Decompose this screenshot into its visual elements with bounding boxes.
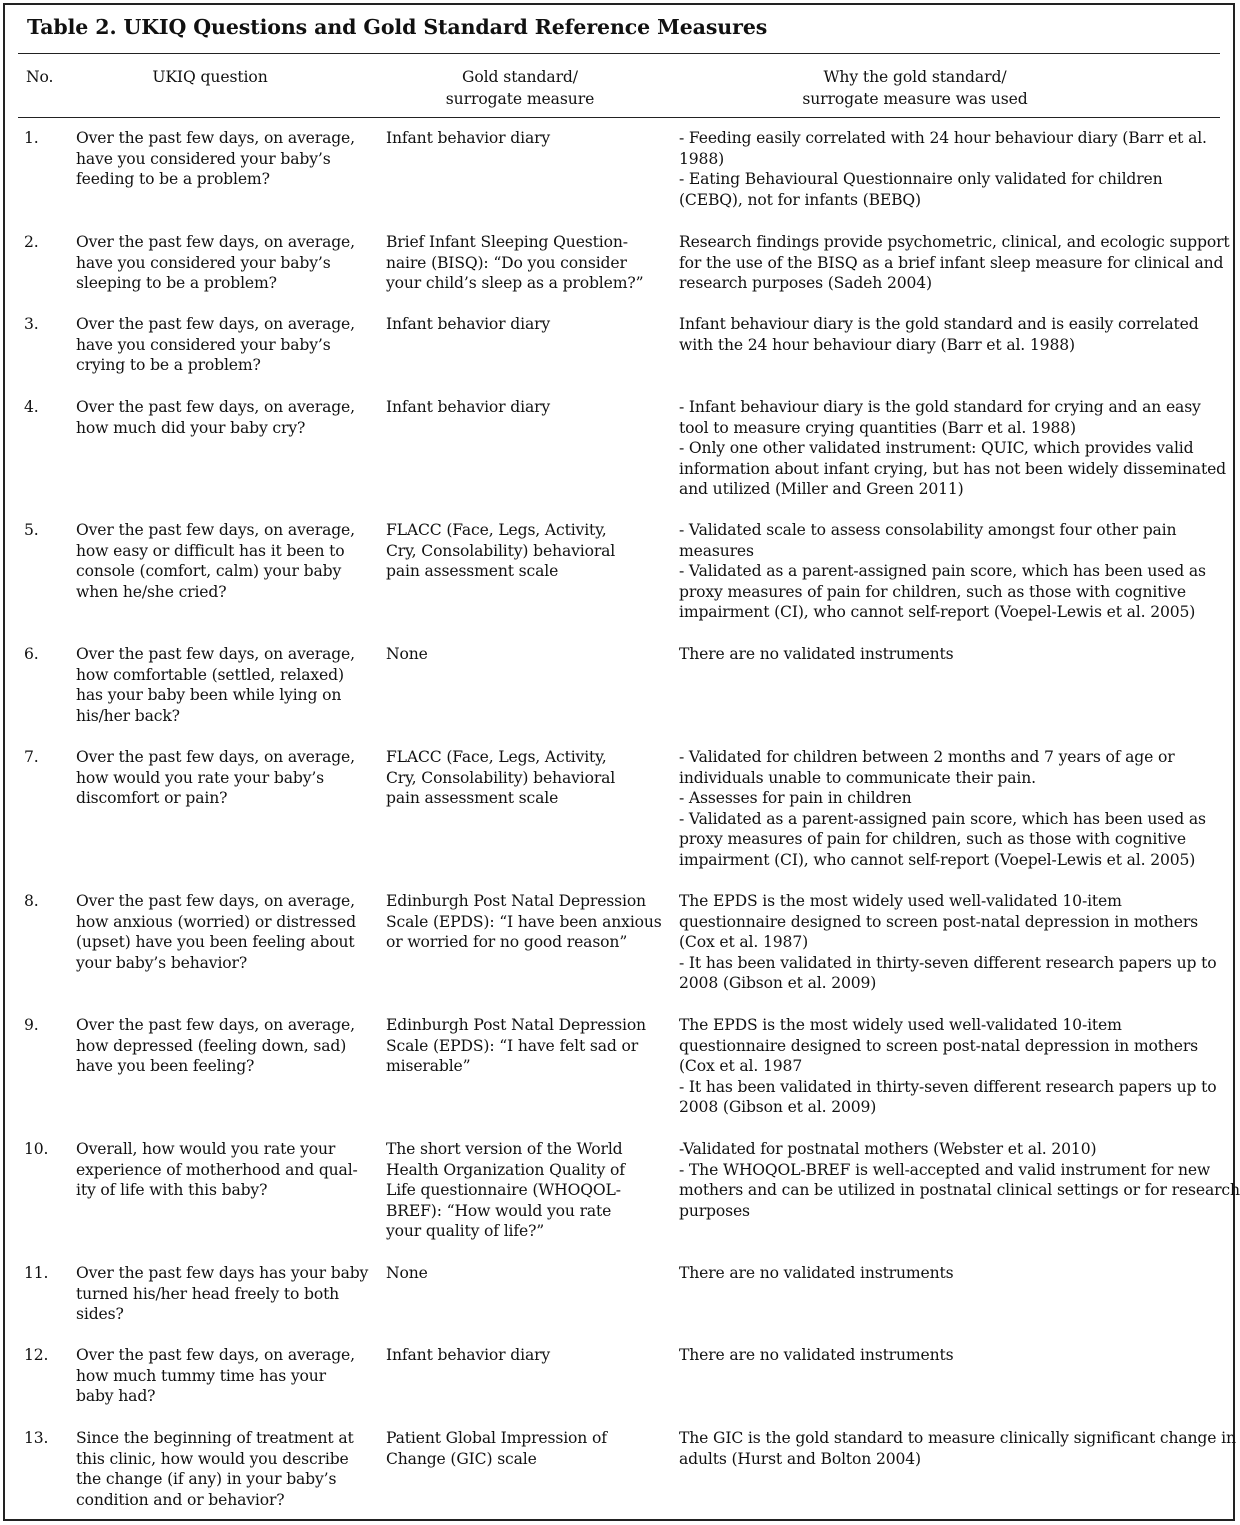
row-number (24, 520, 64, 541)
rationale-line: The EPDS is the most widely used well-validated 10-item (679, 1016, 1122, 1034)
ukiq-question-line: Overall, how would you rate your (76, 1140, 336, 1158)
row-number-line: 12. (24, 1346, 49, 1364)
ukiq-question-line: Over the past few days, on average, (76, 521, 355, 539)
rationale-line: - Validated as a parent-assigned pain score, which has been used as (679, 809, 1206, 828)
rationale-line: purposes (679, 1201, 750, 1220)
rationale-line: (CEBQ), not for infants (BEBQ) (679, 190, 921, 209)
ukiq-question-line: ity of life with this baby? (76, 1181, 268, 1200)
rationale (679, 128, 1227, 210)
rationale-line: There are no validated instruments (679, 1264, 954, 1282)
rationale-line: The EPDS is the most widely used well-validated 10-item (679, 892, 1122, 910)
ukiq-question-line: have you been feeling? (76, 1057, 255, 1076)
gold-standard-measure (386, 1428, 666, 1469)
ukiq-question-line: how comfortable (settled, relaxed) (76, 665, 344, 684)
rationale-line: - Validated scale to assess consolability amongst four other pain (679, 521, 1177, 539)
header-question (60, 66, 360, 88)
header-why-line1: Why the gold standard/ (823, 68, 1007, 86)
row-number-line: 4. (24, 398, 39, 416)
rationale-line: - Validated as a parent-assigned pain score, which has been used as (679, 562, 1206, 581)
rationale-line: questionnaire designed to screen post-natal depression in mothers (679, 1036, 1198, 1055)
row-number (24, 644, 64, 665)
ukiq-question (76, 1428, 366, 1510)
rationale (679, 520, 1227, 623)
ukiq-question-line: your baby’s behavior? (76, 953, 248, 972)
rationale-line: impairment (CI), who cannot self-report (Voepel-Lewis et al. 2005) (679, 603, 1196, 622)
gold-standard-measure-line: Edinburgh Post Natal Depression (386, 1016, 646, 1034)
row-number-line: 1. (24, 129, 39, 147)
gold-standard-measure-line: Life questionnaire (WHOQOL- (386, 1181, 621, 1200)
gold-standard-measure (386, 232, 666, 294)
rationale-line: Research findings provide psychometric, clinical, and ecologic support (679, 233, 1230, 251)
row-number (24, 128, 64, 149)
rationale-line: with the 24 hour behaviour diary (Barr et al. 1988) (679, 335, 1075, 354)
gold-standard-measure (386, 1139, 666, 1242)
ukiq-question-line: Over the past few days, on average, (76, 1346, 355, 1364)
ukiq-question (76, 520, 366, 602)
gold-standard-measure-line: or worried for no good reason” (386, 933, 628, 952)
ukiq-question-line: sleeping to be a problem? (76, 274, 277, 293)
gold-standard-measure-line: pain assessment scale (386, 789, 559, 808)
gold-standard-measure-line: your child’s sleep as a problem?” (386, 274, 644, 293)
row-number (24, 747, 64, 768)
rationale-line: - Assesses for pain in children (679, 789, 912, 808)
ukiq-question-line: crying to be a problem? (76, 356, 261, 375)
rationale-line: individuals unable to communicate their pain. (679, 768, 1036, 787)
header-why (680, 66, 1150, 110)
gold-standard-measure-line: Change (GIC) scale (386, 1449, 537, 1468)
ukiq-question-line: baby had? (76, 1387, 156, 1406)
ukiq-question (76, 891, 366, 973)
rationale-line: There are no validated instruments (679, 1346, 954, 1364)
gold-standard-measure (386, 747, 666, 809)
gold-standard-measure-line: Cry, Consolability) behavioral (386, 541, 616, 560)
ukiq-question-line: how easy or difficult has it been to (76, 541, 345, 560)
rationale-line: The GIC is the gold standard to measure clinically significant change in (679, 1429, 1236, 1447)
row-number-line: 13. (24, 1429, 49, 1447)
gold-standard-measure (386, 1345, 666, 1366)
rationale (679, 747, 1227, 871)
ukiq-question-line: the change (if any) in your baby’s (76, 1470, 337, 1489)
rationale-line: - The WHOQOL-BREF is well-accepted and valid instrument for new (679, 1160, 1211, 1179)
header-no-label: No. (26, 68, 54, 86)
ukiq-question-line: Over the past few days, on average, (76, 645, 355, 663)
rationale-line: adults (Hurst and Bolton 2004) (679, 1449, 921, 1468)
rationale-line: 2008 (Gibson et al. 2009) (679, 1098, 877, 1117)
gold-standard-measure-line: Infant behavior diary (386, 398, 551, 416)
header-no (26, 66, 53, 88)
ukiq-question-line: his/her back? (76, 706, 180, 725)
row-number-line: 11. (24, 1264, 49, 1282)
gold-standard-measure-line: naire (BISQ): “Do you consider (386, 253, 627, 272)
row-number (24, 314, 64, 335)
rationale-line: measures (679, 541, 754, 560)
gold-standard-measure (386, 520, 666, 582)
rationale-line: and utilized (Miller and Green 2011) (679, 480, 964, 499)
ukiq-question-line: Over the past few days, on average, (76, 233, 355, 251)
rationale-line: information about infant crying, but has not been widely disseminated (679, 459, 1226, 478)
gold-standard-measure-line: Scale (EPDS): “I have been anxious (386, 912, 662, 931)
ukiq-question (76, 1263, 369, 1325)
gold-standard-measure (386, 314, 666, 335)
gold-standard-measure-line: miserable” (386, 1057, 471, 1076)
ukiq-question-line: console (comfort, calm) your baby (76, 562, 342, 581)
ukiq-question-line: Since the beginning of treatment at (76, 1429, 354, 1447)
ukiq-question (76, 1345, 366, 1407)
gold-standard-measure-line: None (386, 1264, 428, 1282)
rationale-line: 2008 (Gibson et al. 2009) (679, 974, 877, 993)
ukiq-question (76, 1015, 366, 1077)
ukiq-question-line: Over the past few days, on average, (76, 748, 355, 766)
ukiq-question-line: Over the past few days, on average, (76, 1016, 355, 1034)
ukiq-question-line: Over the past few days, on average, (76, 315, 355, 333)
rationale (679, 891, 1227, 994)
rationale (679, 314, 1227, 355)
ukiq-question-line: feeding to be a problem? (76, 170, 270, 189)
ukiq-question-line: Over the past few days, on average, (76, 892, 355, 910)
rationale (679, 1345, 1227, 1366)
gold-standard-measure-line: None (386, 645, 428, 663)
rationale-line: proxy measures of pain for children, such as those with cognitive (679, 830, 1186, 849)
ukiq-question (76, 644, 366, 726)
row-number (24, 397, 64, 418)
ukiq-question-line: have you considered your baby’s (76, 335, 331, 354)
ukiq-question-line: discomfort or pain? (76, 789, 228, 808)
row-number-line: 8. (24, 892, 39, 910)
row-number-line: 2. (24, 233, 39, 251)
rationale-line: - Only one other validated instrument: QUIC, which provides valid (679, 439, 1194, 458)
rationale-line: tool to measure crying quantities (Barr et al. 1988) (679, 418, 1076, 437)
rationale-line: - Feeding easily correlated with 24 hour behaviour diary (Barr et al. (679, 129, 1207, 147)
header-why-line2: surrogate measure was used (802, 90, 1028, 108)
ukiq-question (76, 397, 366, 438)
gold-standard-measure-line: BREF): “How would you rate (386, 1201, 612, 1220)
gold-standard-measure-line: The short version of the World (386, 1140, 623, 1158)
row-number (24, 1139, 64, 1160)
title-divider (18, 53, 1220, 54)
rationale-line: - Infant behaviour diary is the gold standard for crying and an easy (679, 398, 1201, 416)
ukiq-question-line: sides? (76, 1305, 124, 1324)
rationale-line: mothers and can be utilized in postnatal clinical settings or for research (679, 1181, 1240, 1200)
table-title: Table 2. UKIQ Questions and Gold Standard Reference Measures (27, 15, 768, 39)
row-number (24, 232, 64, 253)
rationale-line: - Eating Behavioural Questionnaire only validated for children (679, 170, 1163, 189)
rationale-line: research purposes (Sadeh 2004) (679, 274, 932, 293)
gold-standard-measure (386, 644, 666, 665)
ukiq-question-line: when he/she cried? (76, 582, 227, 601)
ukiq-question-line: turned his/her head freely to both (76, 1284, 340, 1303)
ukiq-question (76, 128, 366, 190)
row-number (24, 1345, 64, 1366)
row-number-line: 7. (24, 748, 39, 766)
gold-standard-measure-line: Infant behavior diary (386, 129, 551, 147)
row-number-line: 3. (24, 315, 39, 333)
gold-standard-measure-line: pain assessment scale (386, 562, 559, 581)
gold-standard-measure-line: Patient Global Impression of (386, 1429, 607, 1447)
ukiq-question-line: how depressed (feeling down, sad) (76, 1036, 347, 1055)
rationale (679, 397, 1227, 500)
ukiq-question-line: Over the past few days, on average, (76, 398, 355, 416)
gold-standard-measure (386, 397, 666, 418)
rationale (679, 1428, 1236, 1469)
ukiq-question-line: Over the past few days, on average, (76, 129, 355, 147)
gold-standard-measure (386, 1263, 666, 1284)
rationale (679, 1263, 1227, 1284)
rationale-line: Infant behaviour diary is the gold standard and is easily correlated (679, 315, 1199, 333)
rationale-line: questionnaire designed to screen post-natal depression in mothers (679, 912, 1198, 931)
header-gold-standard (370, 66, 670, 110)
ukiq-question-line: has your baby been while lying on (76, 686, 342, 705)
ukiq-question (76, 232, 366, 294)
row-number-line: 10. (24, 1140, 49, 1158)
rationale (679, 1015, 1227, 1118)
ukiq-question-line: have you considered your baby’s (76, 149, 331, 168)
rationale (679, 232, 1230, 294)
row-number-line: 9. (24, 1016, 39, 1034)
header-gold-line1: Gold standard/ (462, 68, 578, 86)
ukiq-question-line: how anxious (worried) or distressed (76, 912, 356, 931)
header-gold-line2: surrogate measure (445, 90, 595, 108)
row-number (24, 1263, 64, 1284)
header-divider (18, 117, 1220, 118)
gold-standard-measure (386, 1015, 666, 1077)
row-number (24, 1428, 64, 1449)
row-number (24, 891, 64, 912)
gold-standard-measure-line: FLACC (Face, Legs, Activity, (386, 748, 607, 766)
rationale-line: for the use of the BISQ as a brief infant sleep measure for clinical and (679, 253, 1224, 272)
gold-standard-measure-line: your quality of life?” (386, 1222, 545, 1241)
gold-standard-measure (386, 891, 666, 953)
gold-standard-measure-line: Health Organization Quality of (386, 1160, 625, 1179)
ukiq-question-line: have you considered your baby’s (76, 253, 331, 272)
rationale (679, 1139, 1240, 1221)
rationale-line: 1988) (679, 149, 725, 168)
ukiq-question-line: experience of motherhood and qual- (76, 1160, 358, 1179)
gold-standard-measure-line: Scale (EPDS): “I have felt sad or (386, 1036, 639, 1055)
rationale-line: - Validated for children between 2 months and 7 years of age or (679, 748, 1175, 766)
rationale-line: (Cox et al. 1987 (679, 1057, 803, 1076)
gold-standard-measure-line: Cry, Consolability) behavioral (386, 768, 616, 787)
ukiq-question-line: Over the past few days has your baby (76, 1264, 369, 1282)
ukiq-question (76, 1139, 366, 1201)
row-number-line: 5. (24, 521, 39, 539)
gold-standard-measure (386, 128, 666, 149)
gold-standard-measure-line: Infant behavior diary (386, 1346, 551, 1364)
rationale (679, 644, 1227, 665)
rationale-line: proxy measures of pain for children, such as those with cognitive (679, 582, 1186, 601)
row-number (24, 1015, 64, 1036)
header-question-label: UKIQ question (152, 68, 268, 86)
ukiq-question-line: condition and or behavior? (76, 1490, 285, 1509)
rationale-line: - It has been validated in thirty-seven different research papers up to (679, 1077, 1217, 1096)
rationale-line: - It has been validated in thirty-seven different research papers up to (679, 953, 1217, 972)
ukiq-question-line: this clinic, how would you describe (76, 1449, 349, 1468)
row-number-line: 6. (24, 645, 39, 663)
ukiq-question (76, 314, 366, 376)
gold-standard-measure-line: Infant behavior diary (386, 315, 551, 333)
gold-standard-measure-line: Edinburgh Post Natal Depression (386, 892, 646, 910)
rationale-line: impairment (CI), who cannot self-report (Voepel-Lewis et al. 2005) (679, 850, 1196, 869)
rationale-line: (Cox et al. 1987) (679, 933, 809, 952)
ukiq-question (76, 747, 366, 809)
ukiq-question-line: (upset) have you been feeling about (76, 933, 355, 952)
gold-standard-measure-line: FLACC (Face, Legs, Activity, (386, 521, 607, 539)
ukiq-question-line: how would you rate your baby’s (76, 768, 325, 787)
gold-standard-measure-line: Brief Infant Sleeping Question- (386, 233, 628, 251)
rationale-line: There are no validated instruments (679, 645, 954, 663)
ukiq-question-line: how much did your baby cry? (76, 418, 306, 437)
rationale-line: -Validated for postnatal mothers (Webster et al. 2010) (679, 1140, 1097, 1158)
ukiq-question-line: how much tummy time has your (76, 1366, 326, 1385)
